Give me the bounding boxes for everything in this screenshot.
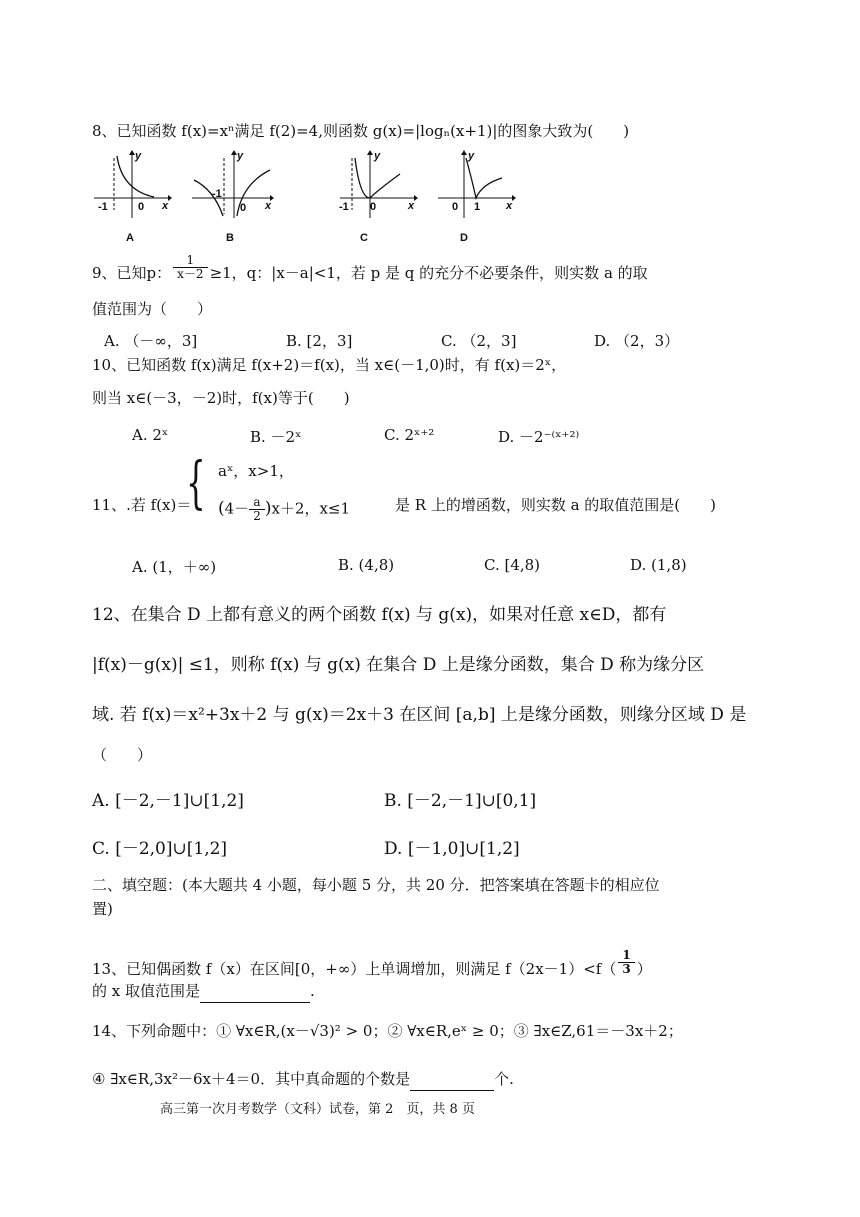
q12-option-a: A. [－2,－1]∪[1,2] — [92, 791, 244, 811]
q10-option-c: C. 2ˣ⁺² — [384, 426, 435, 444]
q13-frac-den: 3 — [622, 961, 631, 976]
q13-line2 — [92, 980, 770, 1003]
q9-suffix: ≥1，q：|x－a|<1，若 p 是 q 的充分不必要条件，则实数 a 的取 — [209, 264, 648, 282]
q9-prefix: 9、已知p： — [92, 264, 172, 282]
graph-b-tick-0: 0 — [240, 202, 247, 214]
q11-option-b: B. (4,8) — [338, 556, 395, 574]
graph-c-tick-0: 0 — [370, 201, 377, 213]
q11-suffix: 是 R 上的增函数，则实数 a 的取值范围是( ) — [395, 496, 717, 514]
q13-line2a: 的 x 取值范围是 — [92, 982, 200, 1000]
q10-option-a: A. 2ˣ — [132, 426, 169, 444]
q14-line2b: 个. — [494, 1070, 514, 1088]
q10-option-d: D. －2⁻⁽ˣ⁺²⁾ — [498, 428, 580, 446]
q9-frac-num: 1 — [173, 254, 207, 268]
graph-b-axis-x: x — [265, 200, 272, 212]
q13-line1b: ） — [636, 960, 652, 978]
graph-a-tick-0: 0 — [138, 201, 145, 213]
q14-line2a: ④ ∃x∈R,3x²－6x＋4＝0．其中真命题的个数是 — [92, 1070, 411, 1088]
graph-a-axis-x: x — [162, 200, 169, 212]
q13-line1 — [92, 947, 770, 980]
q10-line1: 10、已知函数 f(x)满足 f(x+2)＝f(x)，当 x∈(－1,0)时，有 f(x)＝2ˣ， — [92, 356, 567, 374]
q11-prefix: 11、.若 f(x)＝ — [92, 496, 192, 514]
q9-fraction — [173, 254, 207, 281]
q12-line4: （ ） — [92, 746, 153, 764]
section2-heading: 二、填空题：(本大题共 4 小题，每小题 5 分，共 20 分．把答案填在答题卡的相应位 — [92, 876, 660, 894]
page-footer: 高三第一次月考数学（文科）试卷，第 2 页，共 8 页 — [160, 1102, 475, 1117]
q9-stem — [92, 252, 770, 284]
graph-c-axis-y: y — [374, 150, 381, 162]
q11-brace: { — [186, 451, 206, 516]
section2-heading-line2: 置) — [92, 900, 113, 918]
q11-case2: (4－ $\frac{a}{2}$ )x＋2，x≤1 — [218, 495, 351, 523]
q12-option-c: C. [－2,0]∪[1,2] — [92, 839, 228, 859]
q14-line1: 14、下列命题中：① ∀x∈R,(x－√3)² > 0；② ∀x∈R,eˣ ≥ 0；③ ∃x∈Z,61＝－3x＋2； — [92, 1022, 683, 1040]
graph-b — [190, 150, 275, 220]
graph-d-axis-y: y — [468, 150, 475, 162]
graph-c-axis-x: x — [408, 200, 415, 212]
graph-c-label: C — [360, 232, 368, 244]
q12-option-d: D. [－1,0]∪[1,2] — [384, 839, 520, 859]
q12-option-b: B. [－2,－1]∪[0,1] — [384, 791, 537, 811]
q11-option-d: D. (1,8) — [630, 556, 687, 574]
q11-option-a: A. (1，＋∞) — [132, 558, 217, 576]
graph-a-label: A — [126, 232, 134, 244]
graph-b-axis-y: y — [237, 150, 244, 162]
q14-line2 — [92, 1068, 770, 1091]
graph-d-label: D — [460, 232, 468, 244]
graph-b-label: B — [226, 232, 234, 244]
q13-line1a: 13、已知偶函数 f（x）在区间[0，+∞）上单调增加，则满足 f（2x－1）<f（ — [92, 960, 617, 978]
q11-case2-a: 4－ — [224, 499, 250, 518]
q12-line2: |f(x)－g(x)| ≤1，则称 f(x) 与 g(x) 在集合 D 上是缘分函数，集合 D 称为缘分区 — [92, 655, 705, 675]
q13-answer-blank[interactable] — [200, 980, 310, 1003]
q11-case2-frac — [249, 496, 265, 523]
q9-option-d: D. （2，3） — [594, 332, 680, 350]
q13-fraction — [618, 949, 634, 976]
graph-b-tick-neg1: -1 — [212, 188, 222, 200]
q10-line2: 则当 x∈(－3，－2)时，f(x)等于( ) — [92, 389, 350, 407]
q11-option-c: C. [4,8) — [484, 556, 541, 574]
q10-option-b: B. －2ˣ — [250, 428, 302, 446]
q9-line2: 值范围为（ ） — [92, 300, 213, 318]
graph-d-tick-0: 0 — [452, 201, 459, 213]
graph-a-tick-neg1: -1 — [98, 201, 108, 213]
q9-frac-den: x－2 — [177, 266, 204, 281]
q11-case2-num: a — [249, 496, 265, 510]
q13-frac-num: 1 — [618, 949, 634, 963]
graph-d-axis-x: x — [506, 200, 513, 212]
q9-option-c: C. （2，3] — [441, 332, 517, 350]
q13-line2b: . — [310, 982, 315, 1000]
q9-option-a: A. （－∞，3] — [104, 332, 198, 350]
q11-case1: aˣ，x>1， — [218, 462, 294, 480]
q8-stem: 8、已知函数 f(x)=xⁿ满足 f(2)=4,则函数 g(x)=|logₙ(x+1)|的图象大致为( ) — [92, 122, 630, 140]
q11-case2-b: x＋2，x≤1 — [271, 499, 351, 518]
graph-a-axis-y: y — [135, 150, 142, 162]
graph-c-tick-neg1: -1 — [339, 201, 349, 213]
graph-d-tick-1: 1 — [474, 201, 481, 213]
q12-line3: 域. 若 f(x)＝x²+3x＋2 与 g(x)＝2x＋3 在区间 [a,b] 上是缘分函数，则缘分区域 D 是 — [92, 705, 747, 725]
q11-case2-den: 2 — [253, 509, 261, 523]
q12-line1: 12、在集合 D 上都有意义的两个函数 f(x) 与 g(x)，如果对任意 x∈D，都有 — [92, 605, 667, 625]
q9-option-b: B. [2，3] — [286, 332, 353, 350]
q14-answer-blank[interactable] — [410, 1068, 494, 1091]
